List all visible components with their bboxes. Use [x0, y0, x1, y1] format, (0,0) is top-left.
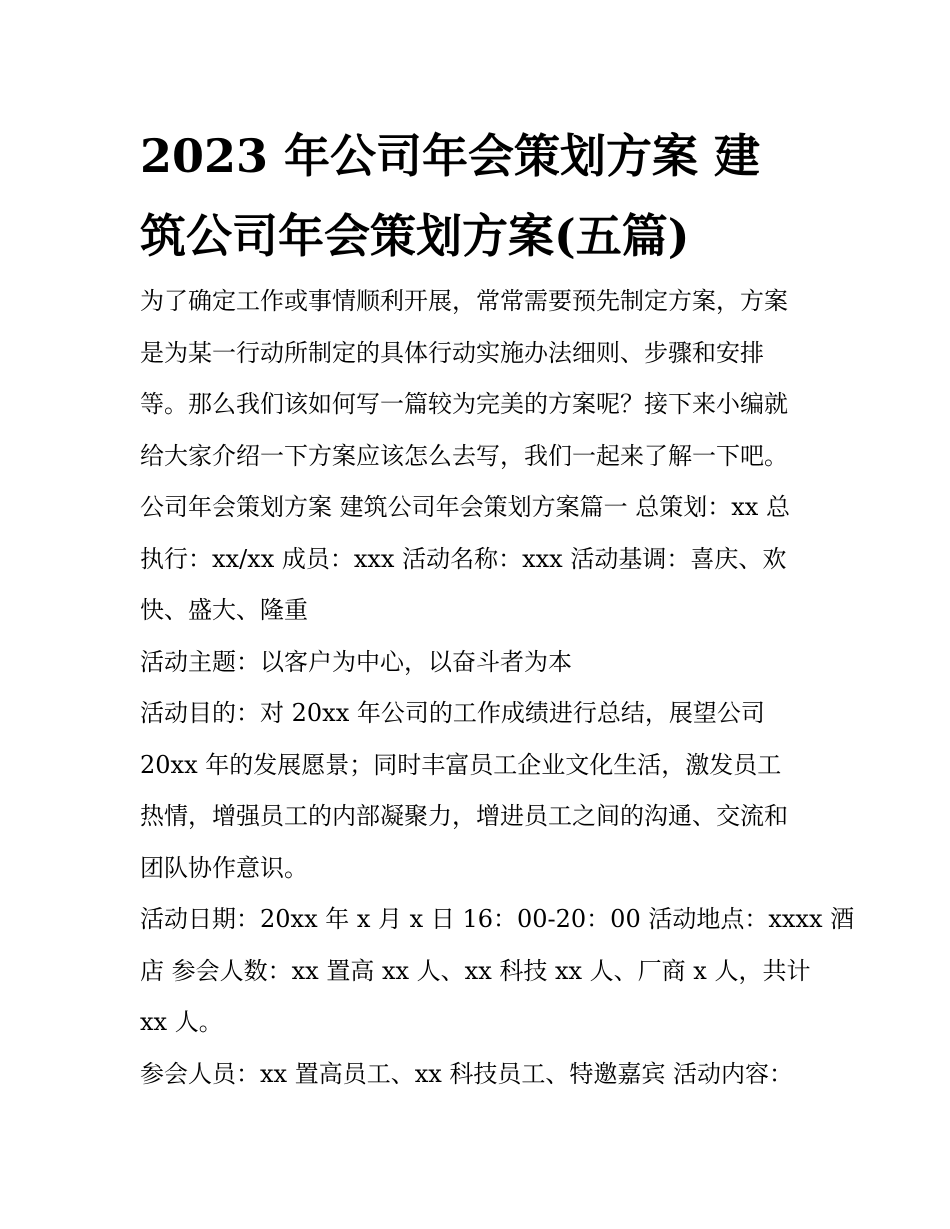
document-body [140, 276, 855, 1100]
paragraph-line: 为了确定工作或事情顺利开展，常常需要预先制定方案，方案 [140, 287, 788, 315]
paragraph-line: 热情，增强员工的内部凝聚力，增进员工之间的沟通、交流和 [140, 802, 788, 830]
paragraph-line: 店 参会人数：xx 置高 xx 人、xx 科技 xx 人、厂商 x 人，共计 [140, 956, 811, 985]
paragraph-line: 是为某一行动所制定的具体行动实施办法细则、步骤和安排 [140, 338, 764, 367]
paragraph-line: 给大家介绍一下方案应该怎么去写，我们一起来了解一下吧。 [140, 441, 788, 470]
paragraph-line: 活动日期：20xx 年 x 月 x 日 16：00-20：00 活动地点：xxxx 酒 [140, 905, 855, 933]
paragraph-line: 团队协作意识。 [140, 853, 308, 882]
paragraph-line: 20xx 年的发展愿景；同时丰富员工企业文化生活，激发员工 [140, 750, 782, 779]
paragraph-line: 执行：xx/xx 成员：xxx 活动名称：xxx 活动基调：喜庆、欢 [140, 544, 787, 573]
paragraph-line: 参会人员：xx 置高员工、xx 科技员工、特邀嘉宾 活动内容： [140, 1059, 794, 1088]
paragraph-line: 活动目的：对 20xx 年公司的工作成绩进行总结，展望公司 [140, 699, 765, 727]
paragraph-line: 快、盛大、隆重 [140, 596, 308, 624]
paragraph-line: xx 人。 [140, 1008, 223, 1036]
document-title [140, 116, 820, 276]
paragraph-line: 公司年会策划方案 建筑公司年会策划方案篇一 总策划：xx 总 [140, 493, 790, 521]
title-line: 2023 年公司年会策划方案 建 [140, 129, 761, 183]
paragraph-line: 等。那么我们该如何写一篇较为完美的方案呢？接下来小编就 [140, 390, 788, 418]
paragraph-line: 活动主题：以客户为中心，以奋斗者为本 [140, 647, 572, 676]
title-line: 筑公司年会策划方案(五篇) [140, 209, 690, 263]
